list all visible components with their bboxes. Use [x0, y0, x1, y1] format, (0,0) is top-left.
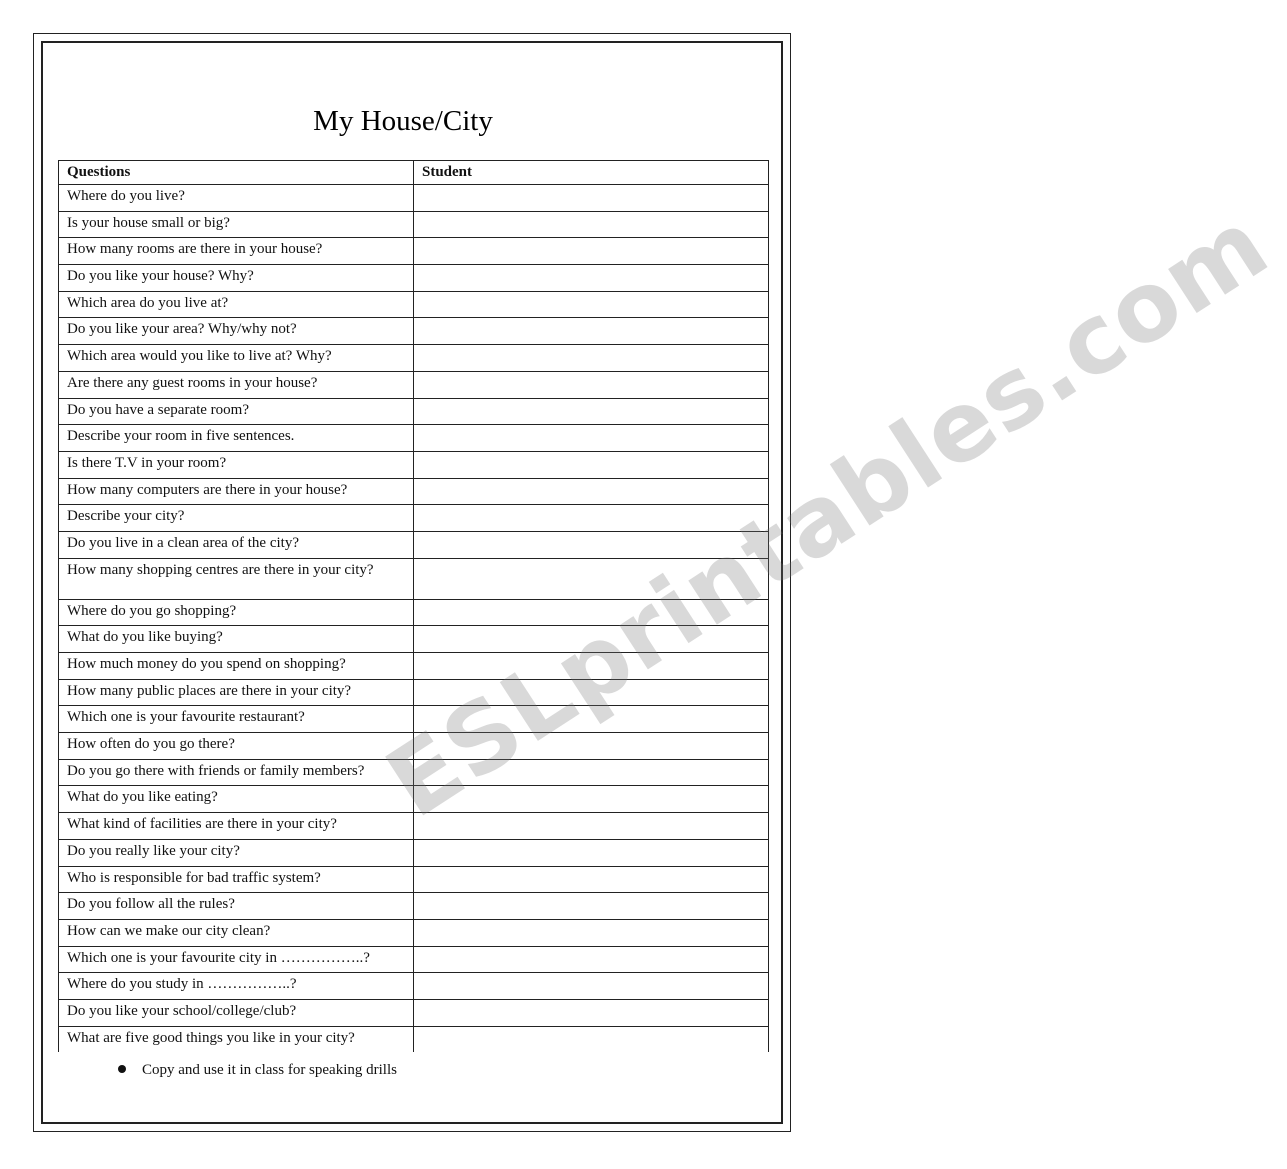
question-cell: How many shopping centres are there in your city? — [59, 558, 414, 599]
question-cell: How many rooms are there in your house? — [59, 238, 414, 265]
question-cell: Which area do you live at? — [59, 291, 414, 318]
table-body — [59, 185, 769, 1053]
question-cell: Who is responsible for bad traffic system? — [59, 866, 414, 893]
student-answer-cell[interactable] — [414, 626, 769, 653]
question-cell: Where do you live? — [59, 185, 414, 212]
student-answer-cell[interactable] — [414, 238, 769, 265]
student-answer-cell[interactable] — [414, 893, 769, 920]
table-row — [59, 653, 769, 680]
student-answer-cell[interactable] — [414, 211, 769, 238]
student-answer-cell[interactable] — [414, 425, 769, 452]
table-row — [59, 706, 769, 733]
table-row — [59, 291, 769, 318]
question-cell: Where do you go shopping? — [59, 599, 414, 626]
table-row — [59, 238, 769, 265]
table-row — [59, 505, 769, 532]
student-answer-cell[interactable] — [414, 599, 769, 626]
table-row — [59, 371, 769, 398]
watermark-text: ESLprintables.com — [367, 187, 1287, 840]
student-answer-cell[interactable] — [414, 759, 769, 786]
table-row — [59, 759, 769, 786]
student-answer-cell[interactable] — [414, 946, 769, 973]
table-row — [59, 893, 769, 920]
page-title: My House/City — [313, 105, 493, 137]
table-row — [59, 185, 769, 212]
question-cell: What do you like buying? — [59, 626, 414, 653]
student-answer-cell[interactable] — [414, 679, 769, 706]
question-cell: Do you like your school/college/club? — [59, 999, 414, 1026]
question-cell: What kind of facilities are there in your city? — [59, 813, 414, 840]
student-answer-cell[interactable] — [414, 345, 769, 372]
student-answer-cell[interactable] — [414, 531, 769, 558]
question-cell: How many public places are there in your city? — [59, 679, 414, 706]
student-answer-cell[interactable] — [414, 919, 769, 946]
question-cell: How can we make our city clean? — [59, 919, 414, 946]
student-answer-cell[interactable] — [414, 398, 769, 425]
question-cell: Describe your room in five sentences. — [59, 425, 414, 452]
table-row — [59, 679, 769, 706]
student-answer-cell[interactable] — [414, 318, 769, 345]
student-answer-cell[interactable] — [414, 733, 769, 760]
question-cell: Describe your city? — [59, 505, 414, 532]
question-cell: What are five good things you like in your city? — [59, 1026, 414, 1052]
table-row — [59, 211, 769, 238]
table-row — [59, 558, 769, 599]
student-answer-cell[interactable] — [414, 558, 769, 599]
table-row — [59, 265, 769, 292]
question-cell: Do you like your area? Why/why not? — [59, 318, 414, 345]
table-row — [59, 919, 769, 946]
question-cell: Which one is your favourite restaurant? — [59, 706, 414, 733]
table-header-row — [59, 161, 769, 185]
student-answer-cell[interactable] — [414, 706, 769, 733]
question-cell: Is your house small or big? — [59, 211, 414, 238]
table-row — [59, 866, 769, 893]
student-answer-cell[interactable] — [414, 505, 769, 532]
bullet-icon — [118, 1065, 126, 1073]
table-row — [59, 425, 769, 452]
column-header-questions: Questions — [59, 161, 414, 185]
table-row — [59, 973, 769, 1000]
table-row — [59, 839, 769, 866]
table-row — [59, 733, 769, 760]
table-row — [59, 946, 769, 973]
note-text: Copy and use it in class for speaking drills — [142, 1062, 397, 1078]
student-answer-cell[interactable] — [414, 786, 769, 813]
table-row — [59, 626, 769, 653]
table-row — [59, 813, 769, 840]
student-answer-cell[interactable] — [414, 371, 769, 398]
student-answer-cell[interactable] — [414, 1026, 769, 1052]
student-answer-cell[interactable] — [414, 265, 769, 292]
questions-table — [58, 160, 769, 1052]
question-cell: How often do you go there? — [59, 733, 414, 760]
question-cell: Do you live in a clean area of the city? — [59, 531, 414, 558]
student-answer-cell[interactable] — [414, 999, 769, 1026]
table-row — [59, 786, 769, 813]
table-row — [59, 599, 769, 626]
question-cell: How much money do you spend on shopping? — [59, 653, 414, 680]
student-answer-cell[interactable] — [414, 291, 769, 318]
student-answer-cell[interactable] — [414, 451, 769, 478]
table-row — [59, 531, 769, 558]
question-cell: Do you like your house? Why? — [59, 265, 414, 292]
question-cell: Do you follow all the rules? — [59, 893, 414, 920]
question-cell: Is there T.V in your room? — [59, 451, 414, 478]
table-row — [59, 451, 769, 478]
question-cell: Which area would you like to live at? Why? — [59, 345, 414, 372]
question-cell: What do you like eating? — [59, 786, 414, 813]
student-answer-cell[interactable] — [414, 185, 769, 212]
student-answer-cell[interactable] — [414, 813, 769, 840]
table-row — [59, 398, 769, 425]
student-answer-cell[interactable] — [414, 839, 769, 866]
question-cell: How many computers are there in your house? — [59, 478, 414, 505]
question-cell: Where do you study in ……………..? — [59, 973, 414, 1000]
student-answer-cell[interactable] — [414, 866, 769, 893]
table-row — [59, 1026, 769, 1052]
table-row — [59, 478, 769, 505]
column-header-student: Student — [414, 161, 769, 185]
question-cell: Do you have a separate room? — [59, 398, 414, 425]
student-answer-cell[interactable] — [414, 478, 769, 505]
note-line — [118, 1060, 397, 1080]
table-row — [59, 345, 769, 372]
student-answer-cell[interactable] — [414, 973, 769, 1000]
table-row — [59, 318, 769, 345]
student-answer-cell[interactable] — [414, 653, 769, 680]
table-row — [59, 999, 769, 1026]
question-cell: Which one is your favourite city in ……………..? — [59, 946, 414, 973]
question-cell: Are there any guest rooms in your house? — [59, 371, 414, 398]
question-cell: Do you go there with friends or family members? — [59, 759, 414, 786]
question-cell: Do you really like your city? — [59, 839, 414, 866]
